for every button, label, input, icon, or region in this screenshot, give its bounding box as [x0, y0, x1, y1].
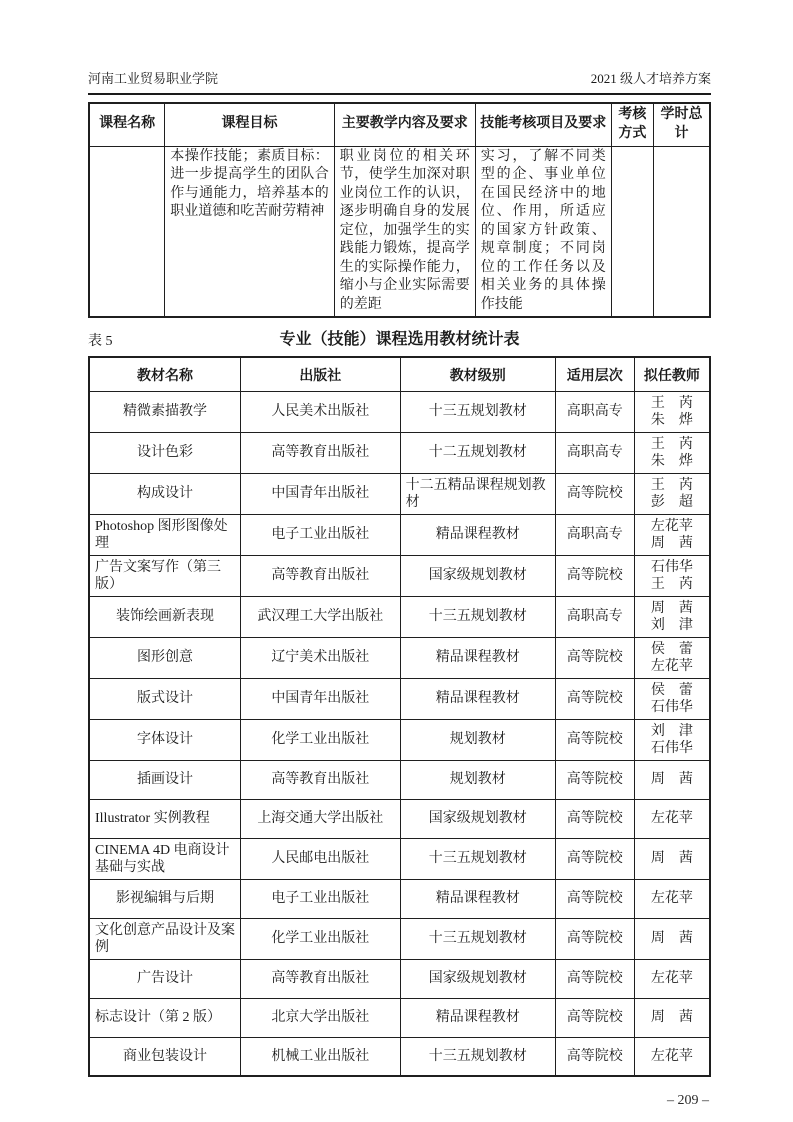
target-level-cell: 高等院校 — [555, 998, 634, 1037]
textbook-row — [89, 1037, 710, 1076]
textbook-row — [89, 514, 710, 555]
target-level-cell: 高等院校 — [555, 760, 634, 799]
textbook-level-cell: 十三五规划教材 — [400, 918, 555, 959]
header-school-name: 河南工业贸易职业学院 — [88, 71, 219, 86]
publisher-cell: 化学工业出版社 — [241, 918, 401, 959]
textbook-level-cell: 国家级规划教材 — [400, 555, 555, 596]
publisher-cell: 化学工业出版社 — [241, 719, 401, 760]
publisher-cell: 高等教育出版社 — [241, 959, 401, 998]
teachers-cell — [634, 432, 710, 473]
publisher-cell: 中国青年出版社 — [241, 473, 401, 514]
teachers-cell — [634, 555, 710, 596]
publisher-cell: 辽宁美术出版社 — [241, 637, 401, 678]
table5-label: 表 5 — [88, 334, 113, 350]
teacher-name: 彭 超 — [650, 494, 693, 510]
textbook-row — [89, 719, 710, 760]
col-header-total-hours: 学时总计 — [653, 103, 710, 146]
textbook-level-cell: 精品课程教材 — [400, 879, 555, 918]
target-level-cell: 高等院校 — [555, 879, 634, 918]
col-header-publisher: 出版社 — [241, 357, 401, 391]
publisher-cell: 武汉理工大学出版社 — [241, 596, 401, 637]
textbook-name-cell: 插画设计 — [89, 760, 241, 799]
teachers-cell — [634, 879, 710, 918]
teacher-name: 周 茜 — [650, 600, 693, 616]
textbook-row — [89, 838, 710, 879]
textbook-name-cell: 广告文案写作（第三版） — [89, 555, 241, 596]
teacher-name: 朱 烨 — [650, 412, 693, 428]
teachers-cell — [634, 514, 710, 555]
textbook-level-cell: 十二五精品课程规划教材 — [400, 473, 555, 514]
textbook-level-cell: 十三五规划教材 — [400, 391, 555, 432]
textbook-level-cell: 规划教材 — [400, 719, 555, 760]
textbook-row — [89, 596, 710, 637]
textbook-level-cell: 国家级规划教材 — [400, 799, 555, 838]
target-level-cell: 高职高专 — [555, 432, 634, 473]
assess-method-cell — [611, 146, 653, 317]
teacher-name: 侯 蕾 — [650, 641, 693, 657]
teachers-cell — [634, 760, 710, 799]
textbook-name-cell: 商业包装设计 — [89, 1037, 241, 1076]
textbook-level-cell: 精品课程教材 — [400, 678, 555, 719]
col-header-textbook-name: 教材名称 — [89, 357, 241, 391]
publisher-cell: 高等教育出版社 — [241, 760, 401, 799]
publisher-cell: 中国青年出版社 — [241, 678, 401, 719]
textbook-row — [89, 473, 710, 514]
total-hours-cell — [653, 146, 710, 317]
textbook-row — [89, 799, 710, 838]
textbook-name-cell: 图形创意 — [89, 637, 241, 678]
target-level-cell: 高等院校 — [555, 473, 634, 514]
teachers-cell — [634, 959, 710, 998]
course-table-header-row — [89, 103, 710, 146]
teachers-cell — [634, 391, 710, 432]
publisher-cell: 北京大学出版社 — [241, 998, 401, 1037]
textbook-level-cell: 精品课程教材 — [400, 998, 555, 1037]
textbook-name-cell: 精微素描教学 — [89, 391, 241, 432]
target-level-cell: 高等院校 — [555, 555, 634, 596]
textbook-row — [89, 760, 710, 799]
col-header-course-goal: 课程目标 — [165, 103, 335, 146]
textbook-name-cell: 设计色彩 — [89, 432, 241, 473]
textbook-level-cell: 十三五规划教材 — [400, 838, 555, 879]
teacher-name: 左花苹 — [650, 1049, 693, 1065]
teacher-name: 王 芮 — [650, 477, 693, 493]
teachers-cell — [634, 998, 710, 1037]
textbook-row — [89, 391, 710, 432]
textbook-name-cell: 广告设计 — [89, 959, 241, 998]
textbook-row — [89, 637, 710, 678]
textbook-row — [89, 918, 710, 959]
teacher-name: 刘 津 — [650, 723, 693, 739]
teacher-name: 周 茜 — [650, 1010, 693, 1026]
table5-title: 专业（技能）课程选用教材统计表 — [279, 331, 520, 349]
target-level-cell: 高职高专 — [555, 391, 634, 432]
teachers-cell — [634, 918, 710, 959]
teachers-cell — [634, 637, 710, 678]
skill-assessment-cell: 实习，了解不同类型的企、事业单位在国民经济中的地位、作用，所适应的国家方针政策、规章制度；不同岗位的工作任务以及相关业务的具体操作技能 — [475, 146, 611, 317]
target-level-cell: 高等院校 — [555, 838, 634, 879]
teacher-name: 左花苹 — [650, 971, 693, 987]
col-header-skill-assessment: 技能考核项目及要求 — [475, 103, 611, 146]
teacher-name: 周 茜 — [650, 772, 693, 788]
textbook-level-cell: 国家级规划教材 — [400, 959, 555, 998]
target-level-cell: 高等院校 — [555, 799, 634, 838]
textbook-level-cell: 十三五规划教材 — [400, 1037, 555, 1076]
teacher-name: 周 茜 — [650, 851, 693, 867]
textbook-name-cell: Photoshop 图形图像处理 — [89, 514, 241, 555]
teacher-name: 石伟华 — [650, 699, 693, 715]
teacher-name: 左花苹 — [650, 518, 693, 534]
teacher-name: 王 芮 — [650, 436, 693, 452]
textbook-name-cell: 标志设计（第 2 版） — [89, 998, 241, 1037]
page-content — [88, 68, 711, 1109]
textbook-name-cell: 字体设计 — [89, 719, 241, 760]
header-document-title: 2021 级人才培养方案 — [590, 71, 711, 86]
teacher-name: 石伟华 — [650, 740, 693, 756]
textbook-row — [89, 432, 710, 473]
col-header-assess-method: 考核方式 — [611, 103, 653, 146]
publisher-cell: 人民美术出版社 — [241, 391, 401, 432]
teachers-cell — [634, 1037, 710, 1076]
col-header-textbook-level: 教材级别 — [400, 357, 555, 391]
page-number: – 209 – — [667, 1093, 709, 1109]
target-level-cell: 高等院校 — [555, 637, 634, 678]
running-header — [88, 68, 711, 95]
textbook-level-cell: 十三五规划教材 — [400, 596, 555, 637]
teacher-name: 石伟华 — [650, 559, 693, 575]
teacher-name: 左花苹 — [650, 891, 693, 907]
publisher-cell: 高等教育出版社 — [241, 432, 401, 473]
col-header-target-level: 适用层次 — [555, 357, 634, 391]
textbook-table-header-row — [89, 357, 710, 391]
textbook-name-cell: CINEMA 4D 电商设计基础与实战 — [89, 838, 241, 879]
course-objectives-cell: 本操作技能；素质目标：进一步提高学生的团队合作与通能力，培养基本的职业道德和吃苦耐劳精神 — [165, 146, 335, 317]
target-level-cell: 高等院校 — [555, 918, 634, 959]
table5-caption — [88, 328, 711, 352]
publisher-cell: 人民邮电出版社 — [241, 838, 401, 879]
course-name-cell — [89, 146, 165, 317]
teaching-content-cell: 职业岗位的相关环节，使学生加深对职业岗位工作的认识，逐步明确自身的发展定位，加强学生的实践能力锻炼，提高学生的实际操作能力，缩小与企业实际需要的差距 — [334, 146, 475, 317]
target-level-cell: 高等院校 — [555, 719, 634, 760]
teachers-cell — [634, 473, 710, 514]
target-level-cell: 高职高专 — [555, 596, 634, 637]
target-level-cell: 高等院校 — [555, 959, 634, 998]
publisher-cell: 机械工业出版社 — [241, 1037, 401, 1076]
textbook-name-cell: 文化创意产品设计及案例 — [89, 918, 241, 959]
textbook-row — [89, 555, 710, 596]
teacher-name: 王 芮 — [650, 395, 693, 411]
textbook-level-cell: 十二五规划教材 — [400, 432, 555, 473]
target-level-cell: 高等院校 — [555, 1037, 634, 1076]
teacher-name: 侯 蕾 — [650, 682, 693, 698]
textbook-level-cell: 规划教材 — [400, 760, 555, 799]
teacher-name: 王 芮 — [650, 576, 693, 592]
textbook-level-cell: 精品课程教材 — [400, 514, 555, 555]
textbook-row — [89, 678, 710, 719]
publisher-cell: 上海交通大学出版社 — [241, 799, 401, 838]
teacher-name: 左花苹 — [650, 658, 693, 674]
teachers-cell — [634, 799, 710, 838]
textbook-name-cell: 影视编辑与后期 — [89, 879, 241, 918]
teachers-cell — [634, 678, 710, 719]
target-level-cell: 高职高专 — [555, 514, 634, 555]
textbook-level-cell: 精品课程教材 — [400, 637, 555, 678]
textbook-name-cell: 构成设计 — [89, 473, 241, 514]
publisher-cell: 电子工业出版社 — [241, 879, 401, 918]
teachers-cell — [634, 838, 710, 879]
col-header-teachers: 拟任教师 — [634, 357, 710, 391]
textbook-name-cell: 装饰绘画新表现 — [89, 596, 241, 637]
teacher-name: 刘 津 — [650, 617, 693, 633]
col-header-teaching-content: 主要教学内容及要求 — [334, 103, 475, 146]
teachers-cell — [634, 719, 710, 760]
teacher-name: 左花苹 — [650, 811, 693, 827]
textbook-table — [88, 356, 711, 1077]
teacher-name: 朱 烨 — [650, 453, 693, 469]
textbook-row — [89, 998, 710, 1037]
teacher-name: 周 茜 — [650, 931, 693, 947]
teacher-name: 周 茜 — [650, 535, 693, 551]
target-level-cell: 高等院校 — [555, 678, 634, 719]
col-header-course-name: 课程名称 — [89, 103, 165, 146]
textbook-name-cell: 版式设计 — [89, 678, 241, 719]
textbook-name-cell: Illustrator 实例教程 — [89, 799, 241, 838]
publisher-cell: 电子工业出版社 — [241, 514, 401, 555]
course-table-row — [89, 146, 710, 317]
publisher-cell: 高等教育出版社 — [241, 555, 401, 596]
teachers-cell — [634, 596, 710, 637]
course-continuation-table — [88, 102, 711, 318]
textbook-row — [89, 959, 710, 998]
textbook-row — [89, 879, 710, 918]
